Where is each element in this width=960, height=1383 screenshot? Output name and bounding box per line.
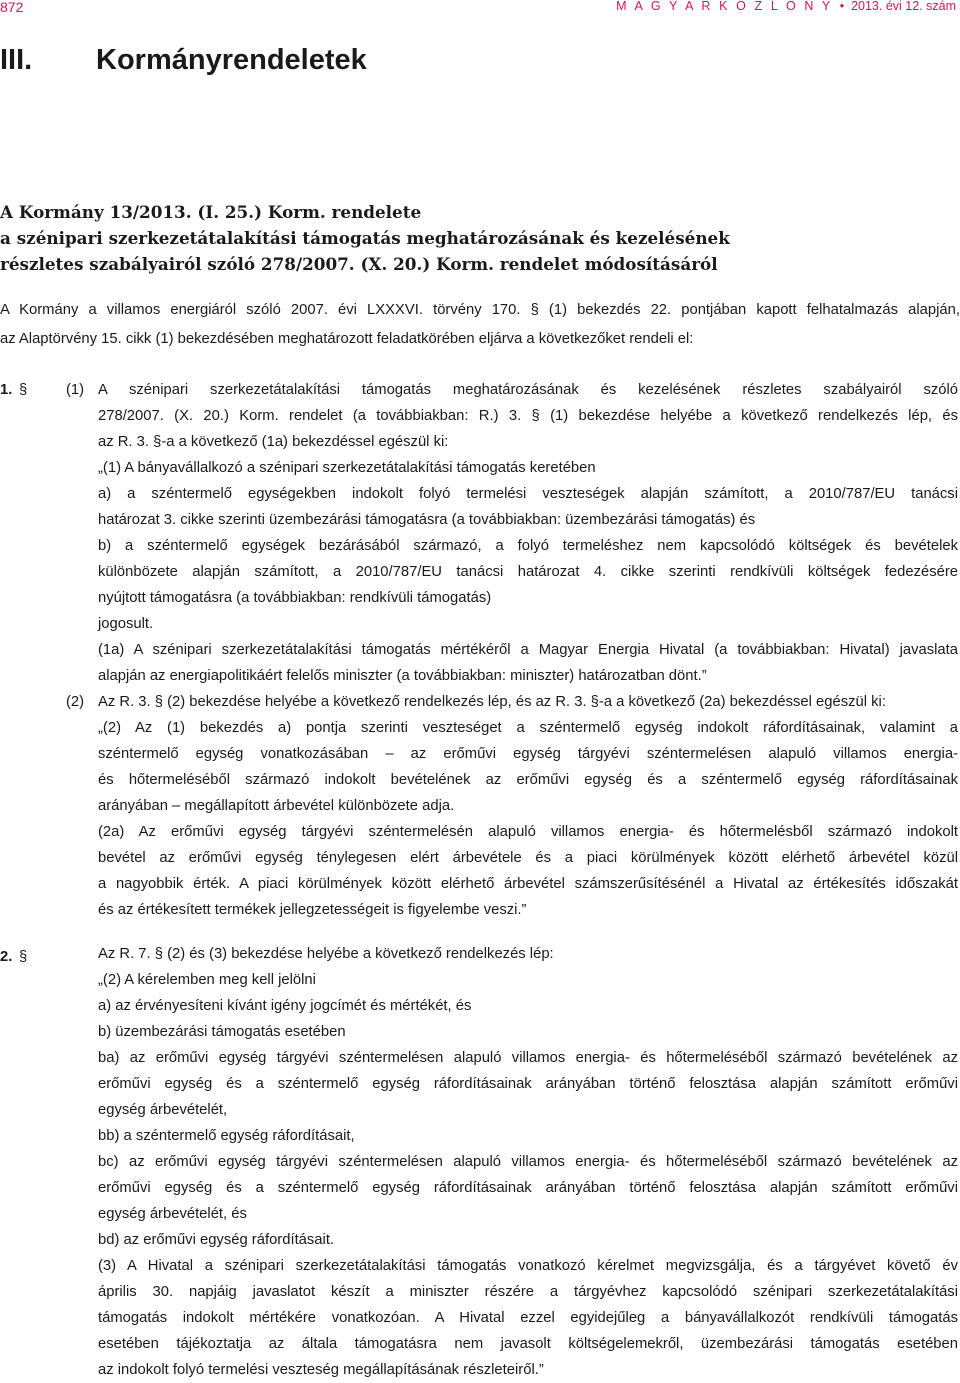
- paragraph-line: széntermelő egység vonatkozásában – az erőművi egység tárgyévi széntermelésen alapuló villamos energia-: [98, 746, 958, 762]
- paragraph-line: (1a) A szénipari szerkezetátalakítási támogatás mértékéről a Magyar Energia Hivatal (a továbbiakban: Hivatal) javaslata: [98, 642, 958, 658]
- paragraph-line: jogosult.: [98, 616, 154, 632]
- paragraph-line: erőművi egység és a széntermelő egység ráfordításainak arányában történő felosztása alapján számított erőművi: [98, 1180, 958, 1196]
- paragraph-line: „(1) A bányavállalkozó a szénipari szerkezetátalakítási támogatás keretében: [98, 460, 596, 476]
- paragraph-line: bevétel az erőművi egység ténylegesen elért árbevétele és a piaci körülmények között elérhető árbevétel közül: [98, 850, 958, 866]
- paragraph-line: ba) az erőművi egység tárgyévi széntermelésen alapuló villamos energia- és hőtermeléséből származó bevételének az: [98, 1050, 958, 1066]
- section-number: 2.: [0, 949, 13, 965]
- paragraph-line: (2a) Az erőművi egység tárgyévi széntermelésén alapuló villamos energia- és hőtermelésből származó indokolt: [98, 824, 958, 840]
- paragraph-line: 278/2007. (X. 20.) Korm. rendelet (a továbbiakban: R.) 3. § (1) bekezdése helyébe a következő rendelkezés lép, és: [98, 408, 958, 424]
- part-heading: [0, 44, 367, 77]
- paragraph-line: b) a széntermelő egységek bezárásából származó, a folyó termeléshez nem kapcsolódó költségek és bevételek: [98, 538, 958, 554]
- paragraph-label: (2): [66, 694, 85, 710]
- part-title: Kormányrendeletek: [96, 44, 367, 76]
- paragraph-line: nyújtott támogatásra (a továbbiakban: rendkívüli támogatás): [98, 590, 492, 606]
- paragraph-line: egység árbevételét,: [98, 1102, 228, 1118]
- paragraph-line: a) a széntermelő egységekben indokolt folyó termelési veszteségek alapján számított, a 2010/787/EU tanácsi: [98, 486, 958, 502]
- decree-title-line: A Kormány 13/2013. (I. 25.) Korm. rendelete: [0, 202, 422, 222]
- paragraph-line: A szénipari szerkezetátalakítási támogatás meghatározásának és kezelésének részletes szabályairól szóló: [98, 382, 958, 398]
- paragraph-line: és az értékesített termékek jellegzetességeit is figyelembe veszi.”: [98, 902, 527, 918]
- part-numeral: III.: [0, 44, 33, 76]
- preamble-line: az Alaptörvény 15. cikk (1) bekezdésében meghatározott feladatkörében eljárva a következőket rendeli el:: [0, 331, 694, 347]
- paragraph-line: és hőtermeléséből származó indokolt bevételének az erőművi egység és a széntermelő egység ráfordításainak: [98, 772, 958, 788]
- paragraph-line: esetében tájékoztatja az általa támogatásra nem javasolt költségelemekről, üzembezárási támogatás esetében: [98, 1336, 958, 1352]
- paragraph-label: (1): [66, 382, 85, 398]
- paragraph-line: az R. 3. §-a a következő (1a) bekezdéssel egészül ki:: [98, 434, 449, 450]
- journal-name: M A G Y A R K Ö Z L Ö N Y: [616, 0, 833, 13]
- decree-title-line: részletes szabályairól szóló 278/2007. (X. 20.) Korm. rendelet módosításáról: [0, 254, 718, 275]
- page-header: [0, 0, 960, 22]
- paragraph-line: határozat 3. cikke szerinti üzembezárási támogatásra (a továbbiakban: üzembezárási támogatás) és: [98, 512, 756, 528]
- paragraph-line: a nagyobbik érték. A piaci körülmények között elérhető árbevétel számszerűsítésénél a Hivatal az értékesítés időszakát: [98, 876, 958, 892]
- section-number: 1.: [0, 382, 13, 398]
- paragraph-line: különbözete alapján számított, a 2010/787/EU tanácsi határozat 4. cikke szerinti rendkívüli költségek fedezésére: [98, 564, 958, 580]
- section-symbol: §: [19, 949, 28, 965]
- paragraph-line: április 30. napjáig javaslatot készít a miniszter részére a tárgyévhez kapcsolódó szénipari szerkezetátalakítási: [98, 1284, 958, 1300]
- decree-title: [0, 199, 960, 278]
- issue-number: 2013. évi 12. szám: [851, 0, 956, 13]
- paragraph-line: erőművi egység és a széntermelő egység ráfordításainak arányában történő felosztása alapján számított erőművi: [98, 1076, 958, 1092]
- paragraph-line: bb) a széntermelő egység ráfordításait,: [98, 1128, 355, 1144]
- paragraph-line: a) az érvényesíteni kívánt igény jogcímét és mértékét, és: [98, 998, 472, 1014]
- paragraph-line: egység árbevételét, és: [98, 1206, 247, 1222]
- paragraph-line: „(2) A kérelemben meg kell jelölni: [98, 972, 316, 988]
- paragraph-line: bd) az erőművi egység ráfordításait.: [98, 1232, 335, 1248]
- paragraph-line: arányában – megállapított árbevétel különbözete adja.: [98, 798, 455, 814]
- paragraph-line: alapján az energiapolitikáért felelős miniszter (a továbbiakban: miniszter) határozatban dönt.”: [98, 668, 707, 684]
- paragraph-line: támogatás indokolt mértékére vonatkozóan. A Hivatal ezzel egyidejűleg a bányavállalkozót rendkívüli támogatás: [98, 1310, 958, 1326]
- preamble-line: A Kormány a villamos energiáról szóló 2007. évi LXXXVI. törvény 170. § (1) bekezdés 22. pontjában kapott felhatalmazás alapján,: [0, 302, 960, 318]
- paragraph-line: Az R. 7. § (2) és (3) bekezdése helyébe a következő rendelkezés lép:: [98, 946, 554, 962]
- running-title: M A G Y A R K Ö Z L Ö N Y • 2013. évi 12. szám: [616, 0, 956, 13]
- decree-title-line: a szénipari szerkezetátalakítási támogatás meghatározásának és kezelésének: [0, 228, 730, 249]
- paragraph-line: Az R. 3. § (2) bekezdése helyébe a következő rendelkezés lép, és az R. 3. §-a a következő (2a) bekezdéssel egészül ki:: [98, 694, 886, 710]
- page-number: 872: [0, 0, 24, 15]
- section-symbol: §: [19, 382, 28, 398]
- paragraph-line: „(2) Az (1) bekezdés a) pontja szerinti veszteséget a széntermelő egység indokolt ráfordításainak, valamint a: [98, 720, 958, 736]
- paragraph-line: az indokolt folyó termelési veszteség megállapításának részleteiről.”: [98, 1362, 544, 1378]
- paragraph-line: (3) A Hivatal a szénipari szerkezetátalakítási támogatás vonatkozó kérelmet megvizsgálja, és a tárgyévet követő év: [98, 1258, 958, 1274]
- paragraph-line: b) üzembezárási támogatás esetében: [98, 1024, 346, 1040]
- paragraph-line: bc) az erőművi egység tárgyévi széntermelésen alapuló villamos energia- és hőtermeléséből származó bevételének az: [98, 1154, 958, 1170]
